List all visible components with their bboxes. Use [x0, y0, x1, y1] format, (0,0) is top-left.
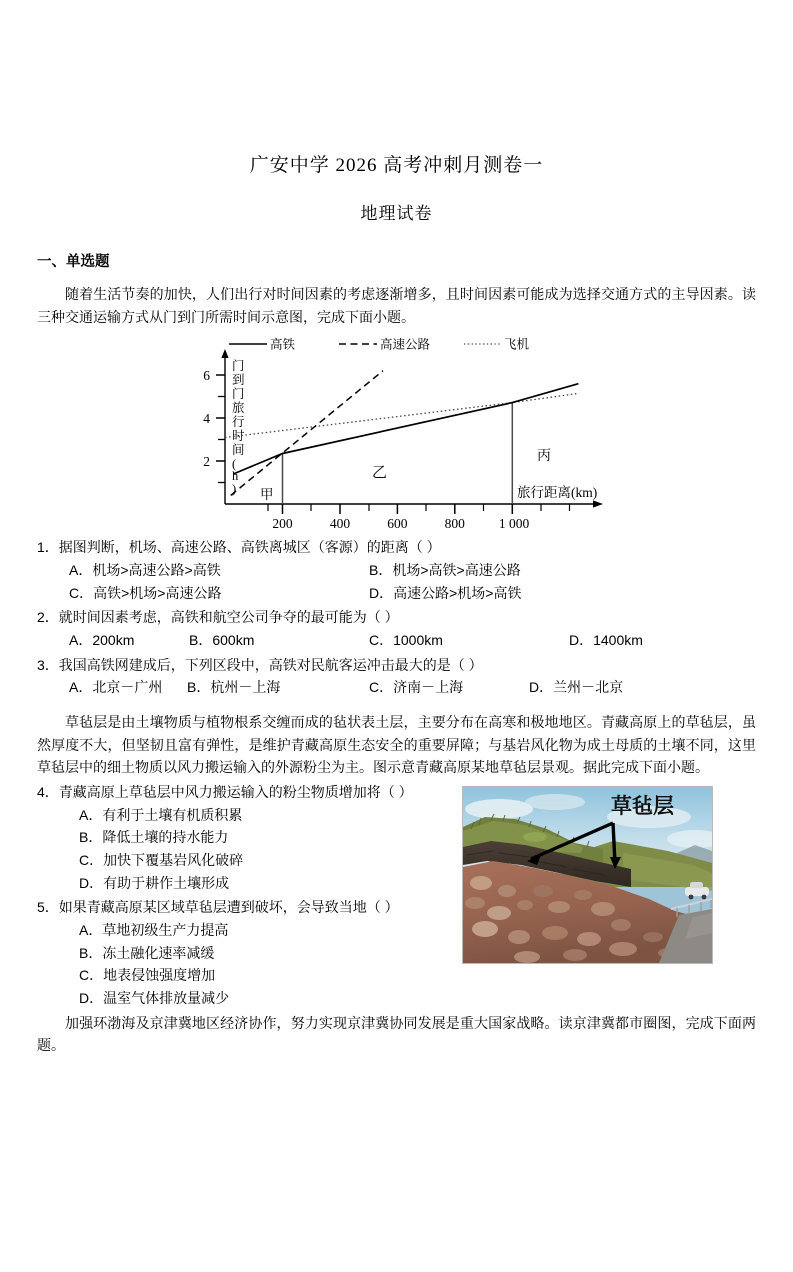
option-4-a[interactable]: A．有利于土壤有机质积累 [79, 806, 243, 823]
svg-text:间: 间 [232, 443, 245, 458]
option-2-b[interactable]: B．600km [189, 632, 255, 649]
x-axis-ticks [268, 504, 570, 531]
legend-label-plane: 飞机 [504, 337, 530, 352]
question-1-stem: 据图判断，机场、高速公路、高铁离城区（客源）的距离（ ） [58, 539, 441, 556]
photo-grass-patch [523, 832, 547, 842]
question-4-stem: 青藏高原上草毡层中风力搬运输入的粉尘物质增加将（ ） [58, 784, 413, 801]
option-5-a[interactable]: A．草地初级生产力提高 [79, 922, 229, 939]
passage-2: 草毡层是由土壤物质与植物根系交缠而成的毡状表土层，主要分布在高寒和极地地区。青藏高原上的草毡层，虽然厚度不大，但坚韧且富有弹性，是维护青藏高原生态安全的重要屏障；与基岩风化物为成土母质的土壤不同，这里草毡层中的细土物质以风力搬运输入的外源粉尘为主。图示意青藏高原某地草毡层景观。据此完成下面小题。 [37, 714, 756, 776]
option-5-d[interactable]: D．温室气体排放量减少 [79, 990, 230, 1007]
question-2-number: 2． [37, 609, 59, 626]
y-tick-label-2: 2 [203, 454, 210, 470]
chart-legend [229, 337, 530, 352]
question-2-stem: 就时间因素考虑，高铁和航空公司争夺的最可能为（ ） [58, 609, 399, 626]
x-tick-label-800: 800 [444, 516, 465, 532]
option-1-a[interactable]: A．机场>高速公路>高铁 [69, 562, 221, 579]
page-title: 广安中学 2026 高考冲刺月测卷一 [249, 155, 544, 176]
option-3-d[interactable]: D．兰州－北京 [529, 679, 624, 696]
svg-text:h: h [232, 469, 239, 484]
y-axis-arrowhead [221, 349, 228, 358]
passage-3: 加强环渤海及京津冀地区经济协作，努力实现京津冀协同发展是重大国家战略。读京津冀都市圈图，完成下面两题。 [37, 1014, 756, 1054]
x-axis-arrowhead [593, 501, 603, 508]
svg-text:到: 到 [232, 373, 245, 388]
y-tick-label-6: 6 [203, 368, 210, 384]
question-5-number: 5． [37, 899, 59, 916]
zone-label-bing: 丙 [537, 447, 551, 464]
series-line-highway [231, 371, 383, 496]
photo-cloud [465, 799, 533, 819]
chart-svg [187, 334, 607, 534]
question-1-options-row-1 [37, 559, 756, 582]
question-5-stem: 如果青藏高原某区域草毡层遭到破坏，会导致当地（ ） [58, 899, 399, 916]
option-2-c[interactable]: C．1000km [369, 632, 443, 649]
figure-grass-felt-layer-photo [462, 786, 713, 964]
y-tick-label-4: 4 [203, 411, 210, 427]
question-2 [37, 606, 756, 629]
option-5-c[interactable]: C．地表侵蚀强度增加 [79, 967, 216, 984]
question-3-stem: 我国高铁网建成后，下列区段中，高铁对民航客运冲击最大的是（ ） [58, 656, 483, 673]
photo-guardrail [671, 899, 712, 909]
page-subtitle: 地理试卷 [360, 204, 433, 223]
passage-1: 随着生活节奏的加快，人们出行对时间因素的考虑逐渐增多，且时间因素可能成为选择交通方式的主导因素。读三种交通运输方式从门到门所需时间示意图，完成下面小题。 [37, 286, 756, 325]
photo-svg [463, 787, 712, 963]
option-4-c[interactable]: C．加快下覆基岩风化破碎 [79, 852, 244, 869]
option-1-b[interactable]: B．机场>高铁>高速公路 [369, 562, 521, 579]
photo-cloud [525, 794, 585, 810]
y-axis-ticks [203, 368, 225, 483]
chart-zone-dividers [283, 403, 513, 504]
x-tick-label-200: 200 [272, 516, 293, 532]
option-2-d[interactable]: D．1400km [569, 632, 643, 649]
svg-text:旅: 旅 [232, 401, 245, 416]
option-4-d[interactable]: D．有助于耕作土壤形成 [79, 874, 230, 891]
svg-text:门: 门 [232, 387, 245, 402]
question-1-number: 1． [37, 539, 59, 556]
x-tick-label-1000: 1 000 [498, 516, 530, 532]
option-3-a[interactable]: A．北京－广州 [69, 679, 163, 696]
series-line-plane [225, 394, 578, 438]
legend-label-highway: 高速公路 [380, 337, 431, 352]
option-3-b[interactable]: B．杭州－上海 [187, 679, 281, 696]
question-block-4-5 [37, 781, 756, 1010]
option-4-b[interactable]: B．降低土壤的持水能力 [79, 829, 229, 846]
option-1-d[interactable]: D．高速公路>机场>高铁 [369, 584, 522, 601]
question-3 [37, 654, 756, 677]
x-axis-title: 旅行距离(km) [517, 485, 598, 501]
x-tick-label-600: 600 [387, 516, 408, 532]
svg-text:时: 时 [232, 429, 245, 444]
chart-axes [221, 349, 603, 508]
question-1 [37, 536, 756, 559]
question-3-number: 3． [37, 656, 59, 673]
x-tick-label-400: 400 [329, 516, 351, 532]
zone-label-yi: 乙 [372, 464, 388, 482]
question-1-options-row-2 [37, 582, 756, 605]
option-5-b[interactable]: B．冻土融化速率减缓 [79, 944, 215, 961]
svg-text:(: ( [232, 457, 237, 472]
question-2-options-row [37, 629, 756, 652]
svg-text:): ) [232, 482, 237, 497]
figure-transport-time-chart [37, 334, 756, 534]
zone-label-jia: 甲 [260, 487, 274, 503]
option-1-c[interactable]: C．高铁>机场>高速公路 [69, 584, 222, 601]
svg-text:门: 门 [232, 359, 245, 374]
y-axis-title [232, 358, 245, 496]
option-2-a[interactable]: A．200km [69, 632, 135, 649]
legend-label-rail: 高铁 [270, 337, 296, 352]
option-3-c[interactable]: C．济南－上海 [369, 679, 464, 696]
section-heading: 一、单选题 [37, 254, 110, 270]
question-3-options-row [37, 676, 756, 699]
series-line-rail [234, 384, 579, 474]
exam-page [0, 150, 793, 1272]
svg-text:行: 行 [232, 415, 245, 430]
question-4-number: 4． [37, 784, 59, 801]
photo-annotation-label: 草毡层 [611, 795, 674, 819]
